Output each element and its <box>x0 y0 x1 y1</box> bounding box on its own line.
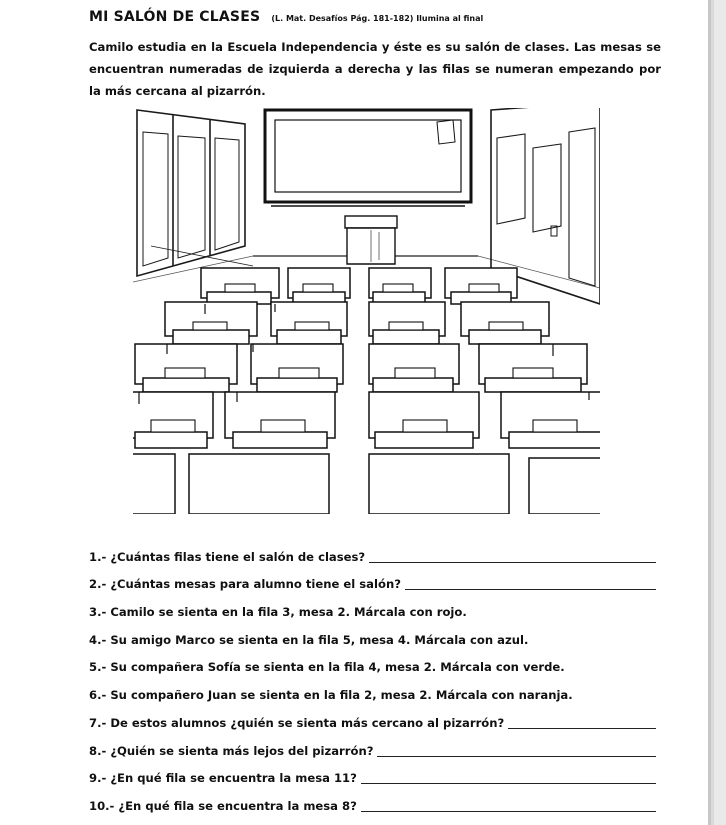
question-text: 3.- Camilo se sienta en la fila 3, mesa 2. Márcala con rojo. <box>89 605 467 620</box>
answer-blank[interactable] <box>369 562 656 563</box>
question-5 <box>89 649 664 677</box>
answer-blank[interactable] <box>361 783 656 784</box>
question-4 <box>89 621 664 649</box>
question-text: 7.- De estos alumnos ¿quién se sienta más cercano al pizarrón? <box>89 715 505 730</box>
question-2 <box>89 566 664 594</box>
answer-blank[interactable] <box>361 811 656 812</box>
question-9 <box>89 760 664 788</box>
question-6 <box>89 676 664 704</box>
question-8 <box>89 732 664 760</box>
questions-list <box>89 538 664 815</box>
question-10 <box>89 787 664 815</box>
question-text: 2.- ¿Cuántas mesas para alumno tiene el salón? <box>89 577 401 592</box>
question-7 <box>89 704 664 732</box>
question-text: 5.- Su compañera Sofía se sienta en la fila 4, mesa 2. Márcala con verde. <box>89 660 565 675</box>
question-1 <box>89 538 664 566</box>
answer-blank[interactable] <box>377 756 656 757</box>
intro-paragraph: Camilo estudia en la Escuela Independencia y éste es su salón de clases. Las mesas se encuentran numeradas de izquierda a derecha y las filas se numeran empezando por la más cercana al pizarrón. <box>89 40 661 98</box>
answer-blank[interactable] <box>405 589 656 590</box>
question-text: 1.- ¿Cuántas filas tiene el salón de clases? <box>89 549 366 564</box>
question-text: 9.- ¿En qué fila se encuentra la mesa 11? <box>89 771 357 786</box>
classroom-illustration-icon <box>133 108 600 514</box>
question-3 <box>89 593 664 621</box>
question-text: 6.- Su compañero Juan se sienta en la fila 2, mesa 2. Márcala con naranja. <box>89 688 573 703</box>
answer-blank[interactable] <box>508 728 656 729</box>
page-title: MI SALÓN DE CLASES <box>89 9 261 25</box>
question-text: 4.- Su amigo Marco se sienta en la fila 5, mesa 4. Márcala con azul. <box>89 632 529 647</box>
book-reference: (L. Mat. Desafíos Pág. 181-182) Ilumina al final <box>271 14 484 23</box>
question-text: 10.- ¿En qué fila se encuentra la mesa 8? <box>89 798 357 813</box>
question-text: 8.- ¿Quién se sienta más lejos del pizarrón? <box>89 743 374 758</box>
page-header <box>89 6 483 25</box>
